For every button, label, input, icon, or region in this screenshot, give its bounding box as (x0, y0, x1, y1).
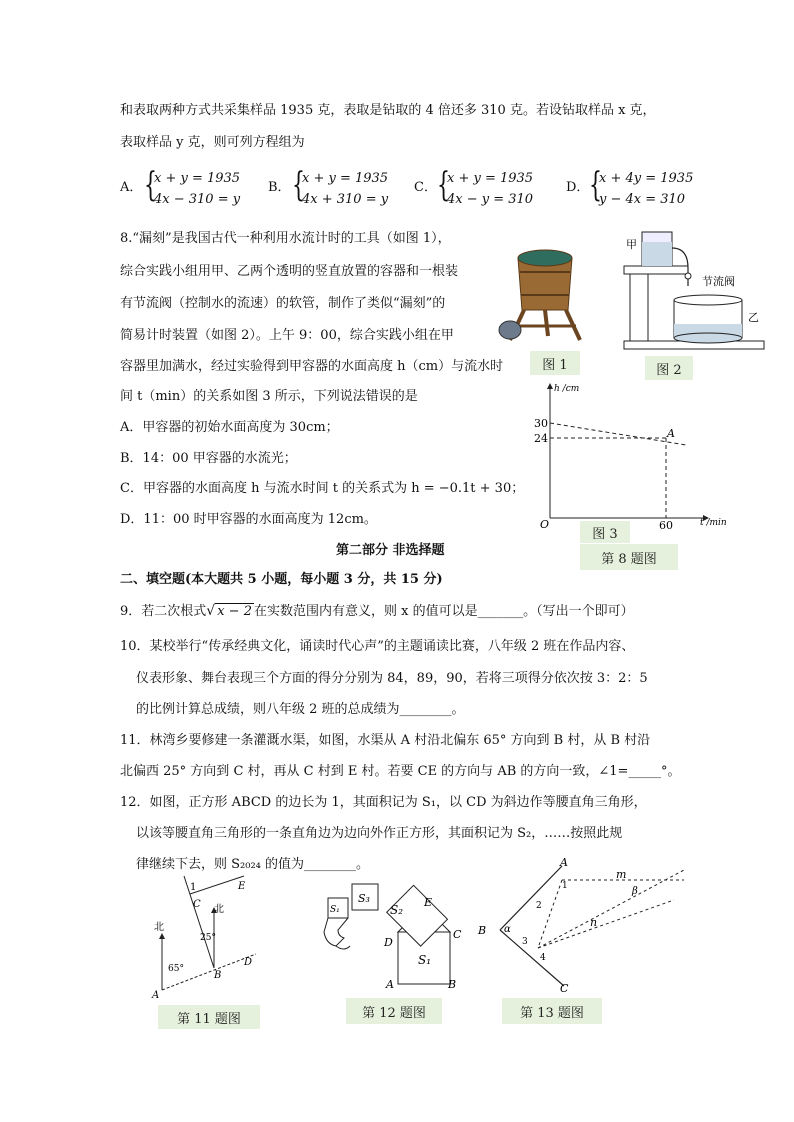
fig13-label-b: B (478, 924, 487, 937)
q9-post: 在实数范围内有意义，则 x 的值可以是_______。（写出一个即可） (253, 604, 634, 619)
figure-12-caption: 第 12 题图 (346, 998, 442, 1024)
fig11-label-b: B (214, 970, 222, 981)
figure-2-apparatus (618, 228, 768, 353)
fig12-s3: S₃ (358, 892, 370, 905)
q8-line5: 容器里加满水，经过实验得到甲容器的水面高度 h（cm）与流水时 (120, 359, 504, 374)
sqrt-icon: √ (206, 603, 216, 619)
eq-line: 4x − y = 310 (447, 192, 534, 207)
q8-line2: 综合实践小组用甲、乙两个透明的竖直放置的容器和一根装 (120, 264, 459, 279)
fig11-north2: 北 (214, 904, 224, 915)
graph-tick-60: 60 (659, 519, 673, 532)
graph-ylabel: h /cm (554, 384, 580, 394)
q7-option-c-label: C． (414, 180, 437, 195)
q10-line2: 仪表形象、舞台表现三个方面的得分分别为 84，89，90，若将三项得分依次按 3：2：5 (136, 671, 648, 686)
q12-line2: 以该等腰直角三角形的一条直角边为边向外作正方形，其面积记为 S₂，……按照此规 (136, 826, 623, 841)
figure-11-caption: 第 11 题图 (158, 1005, 260, 1029)
fig12-label-b: B (448, 978, 457, 991)
fig11-angle-1: 1 (190, 882, 197, 893)
fig12-s1: S₁ (418, 953, 432, 967)
q8-line6: 间 t（min）的关系如图 3 所示，下列说法错误的是 (120, 389, 418, 404)
q9-text (120, 604, 634, 618)
q7-line2: 表取样品 y 克，则可列方程组为 (120, 135, 305, 150)
q9-pre: 9．若二次根式 (120, 604, 207, 619)
q11-line1: 11．林湾乡要修建一条灌溉水渠，如图，水渠从 A 村沿北偏东 65° 方向到 B 村，从 B 村沿 (120, 733, 651, 748)
brace-icon: { (144, 165, 157, 205)
fig11-north1: 北 (154, 922, 164, 933)
graph-tick-24: 24 (534, 432, 548, 445)
q10-line3: 的比例计算总成绩，则八年级 2 班的总成绩为________。 (136, 702, 465, 717)
section-title: 第二部分 非选择题 (336, 543, 445, 558)
figure-12-diagram (318, 876, 468, 992)
q11-line2: 北偏西 25° 方向到 C 村，再从 C 村到 E 村。若要 CE 的方向与 AB 的方向一致，∠1=_____°。 (120, 764, 681, 779)
fig12-s2: S₂ (390, 903, 404, 917)
q8-option-b: B．14：00 甲容器的水流光； (120, 451, 297, 466)
fig2-label-yi: 乙 (748, 311, 759, 324)
q8-line3: 有节流阀（控制水的流速）的软管，制作了类似“漏刻”的 (120, 296, 446, 311)
q8-figure-caption: 第 8 题图 (580, 544, 678, 570)
fig12-label-d: D (384, 936, 393, 949)
q8-line1: 8.“漏刻”是我国古代一种利用水流计时的工具（如图 1）， (120, 231, 451, 246)
q10-line1: 10．某校举行“传承经典文化，诵读时代心声”的主题诵读比赛，八年级 2 班在作品内容、 (120, 639, 635, 654)
fig13-angle-3: 3 (522, 937, 528, 947)
figure-13-diagram (474, 856, 694, 994)
eq-line: x + y = 1935 (154, 171, 241, 186)
q7-line1: 和表取两种方式共采集样品 1935 克，表取是钻取的 4 倍还多 310 克。若设钻取样品 x 克， (120, 103, 656, 118)
fig12-s4: S₁ (330, 905, 340, 915)
fill-blank-title: 二、填空题(本大题共 5 小题，每小题 3 分，共 15 分) (120, 572, 443, 587)
graph-xlabel: t /min (700, 518, 727, 528)
fig12-label-c: C (453, 928, 462, 941)
fig11-label-c: C (193, 899, 201, 910)
q8-option-d: D．11：00 时甲容器的水面高度为 12cm。 (120, 512, 377, 527)
figure-1-caption: 图 1 (530, 351, 580, 375)
fig13-beta: β (632, 886, 638, 897)
fig13-label-c: C (560, 982, 569, 994)
eq-line: y − 4x = 310 (599, 192, 686, 207)
figure-11-diagram (146, 872, 276, 1002)
brace-icon: { (292, 165, 305, 205)
figure-3-graph (530, 378, 730, 538)
fig13-label-a: A (560, 856, 568, 869)
q12-line3: 律继续下去，则 S₂₀₂₄ 的值为________。 (136, 857, 370, 872)
graph-point-a: A (667, 427, 675, 440)
q8-line4: 简易计时装置（如图 2）。上午 9：00，综合实践小组在甲 (120, 328, 454, 343)
fig13-angle-1: 1 (562, 881, 568, 891)
q7-option-d-label: D． (566, 180, 590, 195)
fig11-angle-65: 65° (168, 964, 184, 974)
eq-line: x + 4y = 1935 (599, 171, 694, 186)
fig11-angle-25: 25° (200, 933, 216, 943)
figure-13-caption: 第 13 题图 (502, 998, 602, 1024)
eq-line: 4x − 310 = y (154, 192, 241, 207)
fig12-label-a: A (386, 978, 394, 991)
fig13-angle-2: 2 (536, 901, 542, 911)
eq-line: x + y = 1935 (447, 171, 534, 186)
fig13-angle-4: 4 (540, 953, 546, 963)
q9-radicand: x − 2 (217, 604, 252, 619)
fig11-label-e: E (238, 881, 246, 892)
fig2-label-valve: 节流阀 (702, 275, 735, 288)
figure-2-caption: 图 2 (645, 356, 693, 380)
eq-line: x + y = 1935 (302, 171, 389, 186)
q8-option-c: C．甲容器的水面高度 h 与流水时间 t 的关系式为 h = −0.1t + 30； (120, 481, 525, 496)
fig2-label-jia: 甲 (626, 238, 637, 251)
graph-tick-30: 30 (534, 417, 548, 430)
brace-icon: { (437, 165, 450, 205)
graph-origin: O (540, 518, 550, 531)
fig13-alpha: α (504, 924, 511, 935)
q7-option-b-label: B． (268, 180, 291, 195)
fig11-label-a: A (152, 990, 160, 1001)
q12-line1: 12．如图，正方形 ABCD 的边长为 1，其面积记为 S₁，以 CD 为斜边作等腰直角三角形， (120, 795, 647, 810)
q7-option-a-label: A． (120, 180, 143, 195)
fig13-label-n: n (590, 916, 598, 929)
fig13-label-m: m (616, 868, 627, 881)
fig12-label-e: E (424, 896, 433, 909)
fig11-label-d: D (244, 957, 253, 968)
brace-icon: { (589, 165, 602, 205)
figure-1-water-clock (496, 240, 596, 350)
q8-option-a: A．甲容器的初始水面高度为 30cm； (120, 420, 339, 435)
eq-line: 4x + 310 = y (302, 192, 389, 207)
figure-3-caption: 图 3 (580, 521, 630, 543)
